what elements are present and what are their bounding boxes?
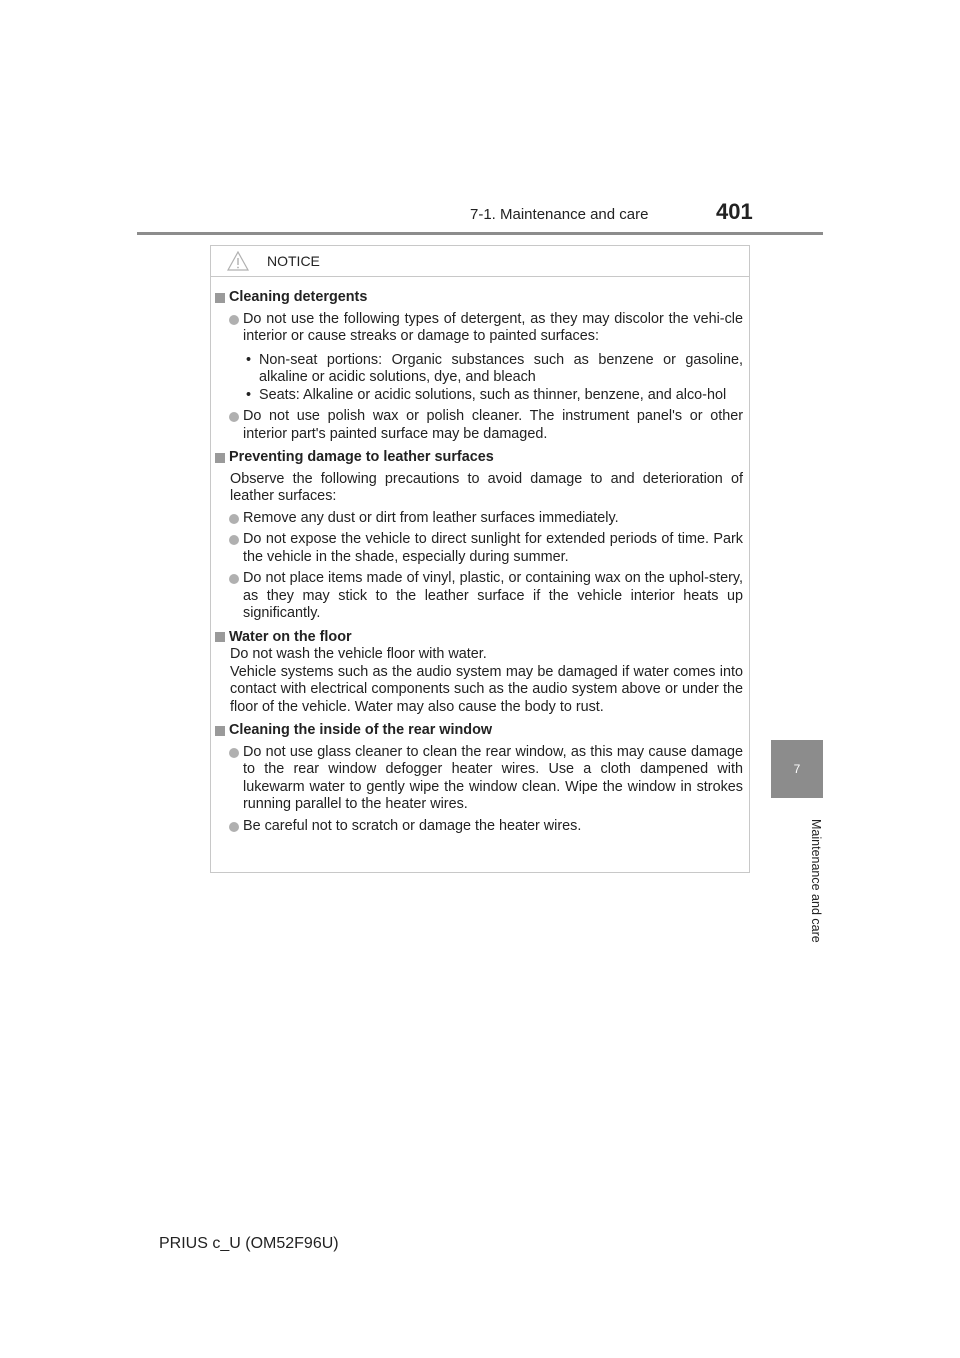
sub-list-item-text: Seats: Alkaline or acidic solutions, such as thinner, benzene, and alco-hol [259, 386, 727, 403]
circle-bullet-icon [229, 748, 239, 758]
list-item [215, 311, 743, 346]
list-item-text: Do not use the following types of detergent, as they may discolor the vehi-cle interior or cause streaks or damage to painted surfaces: [243, 310, 743, 344]
notice-label: NOTICE [267, 253, 320, 269]
list-item-text: Do not use polish wax or polish cleaner. The instrument panel's or other interior part's painted surface may be damaged. [243, 408, 743, 442]
circle-bullet-icon [229, 412, 239, 422]
list-item-text: Do not expose the vehicle to direct sunlight for extended periods of time. Park the vehicle in the shade, especially during summer. [243, 531, 743, 565]
list-item-text: Be careful not to scratch or damage the heater wires. [243, 817, 582, 834]
section-heading-text: Water on the floor [229, 628, 352, 645]
warning-triangle-icon [227, 251, 249, 271]
circle-bullet-icon [229, 822, 239, 832]
circle-bullet-icon [229, 574, 239, 584]
square-bullet-icon [215, 632, 225, 642]
chapter-tab [771, 740, 823, 798]
section-heading-text: Preventing damage to leather surfaces [229, 449, 494, 465]
dot-bullet-icon: • [246, 351, 252, 368]
section-heading-text: Cleaning the inside of the rear window [229, 722, 493, 738]
chapter-title: Maintenance and care [809, 819, 823, 943]
list-item [215, 744, 743, 814]
dot-bullet-icon: • [246, 386, 252, 403]
notice-header [211, 246, 749, 277]
sub-list-item-text: Non-seat portions: Organic substances such as benzene or gasoline, alkaline or acidic solutions, dye, and bleach [259, 351, 743, 385]
section-heading [215, 722, 743, 740]
list-item-text: Do not place items made of vinyl, plastic, or containing wax on the uphol-stery, as they may stick to the leather surface if the vehicle interior heats up significantly. [243, 570, 743, 621]
paragraph: Vehicle systems such as the audio system may be damaged if water comes into contact with electrical components such as the audio system above or under the floor of the vehicle. Water may also cause the body to rust. [230, 663, 743, 715]
list-item-text: Do not use glass cleaner to clean the rear window, as this may cause damage to the rear window defogger heater wires. Use a cloth dampened with lukewarm water to gently wipe the window clean. Wipe the window in strokes running parallel to the heater wires. [243, 743, 743, 812]
section-heading [215, 449, 743, 467]
square-bullet-icon [215, 293, 225, 303]
header-divider [137, 232, 823, 235]
page-number: 401 [716, 199, 753, 224]
section-heading [215, 629, 743, 647]
list-item [215, 570, 743, 623]
section-heading [215, 289, 743, 307]
list-item [215, 818, 743, 836]
sub-list-item [215, 387, 743, 405]
notice-box [210, 245, 750, 873]
list-item [215, 510, 743, 528]
square-bullet-icon [215, 453, 225, 463]
circle-bullet-icon [229, 315, 239, 325]
footer-model-code: PRIUS c_U (OM52F96U) [159, 1235, 339, 1252]
notice-body [211, 277, 749, 835]
circle-bullet-icon [229, 535, 239, 545]
list-item-text: Remove any dust or dirt from leather surfaces immediately. [243, 509, 619, 526]
paragraph: Do not wash the vehicle floor with water. [230, 646, 487, 662]
paragraph: Observe the following precautions to avoid damage to and deterioration of leather surfaces: [230, 470, 743, 504]
chapter-number: 7 [793, 762, 801, 776]
sub-list-item [215, 352, 743, 387]
square-bullet-icon [215, 726, 225, 736]
circle-bullet-icon [229, 514, 239, 524]
section-title: 7-1. Maintenance and care [470, 206, 649, 223]
section-heading-text: Cleaning detergents [229, 289, 368, 305]
list-item [215, 408, 743, 443]
list-item [215, 531, 743, 566]
